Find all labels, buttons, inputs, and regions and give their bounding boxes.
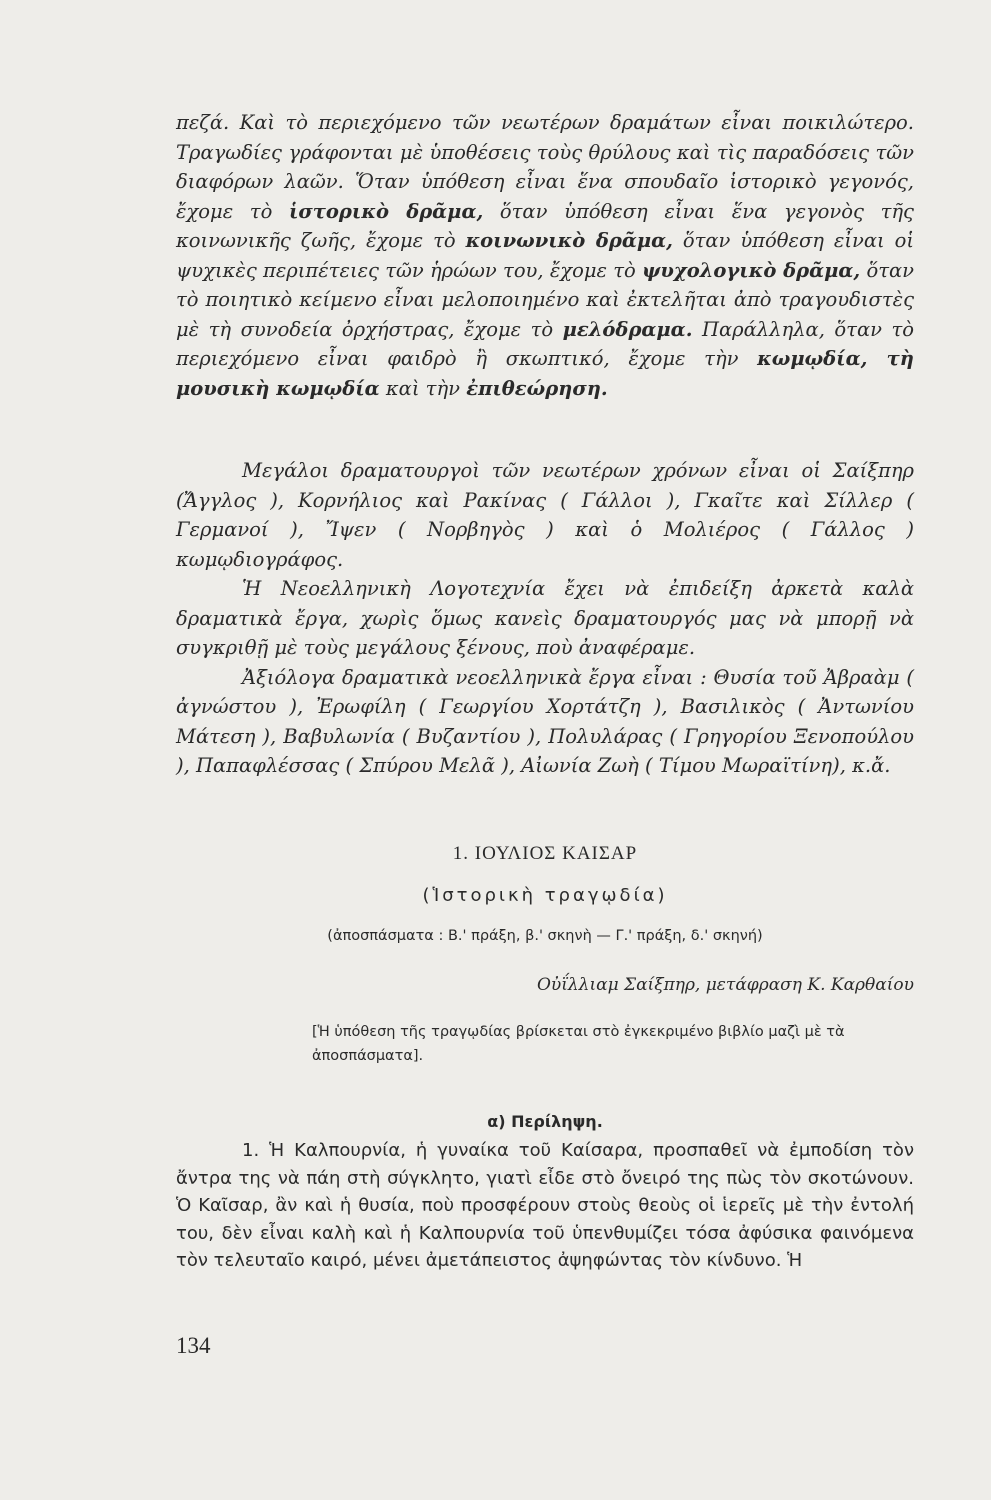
- term-psychological-drama: ψυχολογικὸ δρᾶμα,: [642, 258, 861, 282]
- summary-paragraph: [176, 1137, 914, 1275]
- summary-heading: α) Περίληψη.: [487, 1112, 603, 1131]
- term-social-drama: κοινωνικὸ δρᾶμα,: [465, 229, 673, 252]
- intro-text-3: ὅταν ὑπόθεση εἶναι οἱ ψυχικὲς περιπέτειες τῶν ἡρώων του, ἔχομε τὸ: [176, 229, 914, 282]
- term-comedy: κωμῳδία, τὴ μουσικὴ κωμῳδία: [176, 347, 914, 400]
- intro-text-2: ὅταν ὑπόθεση εἶναι ἕνα γεγονὸς τῆς κοινωνικῆς ζωῆς, ἔχομε τὸ: [176, 199, 914, 252]
- para-greek-literature: Ἡ Νεοελληνικὴ Λογοτεχνία ἔχει νὰ ἐπιδείξη ἀρκετὰ καλὰ δραματικὰ ἔργα, χωρὶς ὅμως κανεὶς δραματουργός μας νὰ μπορῇ νὰ συγκριθῇ μὲ τοὺς μεγάλους ξένους, ποὺ ἀναφέραμε.: [176, 577, 914, 659]
- author-line: Οὐΐλλιαμ Σαίξπηρ, μετάφραση Κ. Καρθαίου: [536, 975, 914, 995]
- summary-text: 1. Ἡ Καλπουρνία, ἡ γυναίκα τοῦ Καίσαρα, προσπαθεῖ νὰ ἐμποδίση τὸν ἄντρα της νὰ πάη στὴ σύγκλητο, γιατὶ εἶδε στὸ ὄνειρό της πὼς τὸν σκοτώνουν. Ὁ Καῖσαρ, ἂν καὶ ἡ θυσία, ποὺ προσφέρουν στοὺς θεοὺς οἱ ἱερεῖς μὲ τὴν ἐντολή του, δὲν εἶναι καλὴ καὶ ἡ Καλπουρνία τοῦ ὑπενθυμίζει τόσα ἀφύσικα φαινόμενα τὸν τελευταῖο καιρό, μένει ἀμετάπειστος ἀψηφώντας τὸν κίνδυνο. Ἡ: [176, 1140, 914, 1272]
- para-greek-works: Ἀξιόλογα δραματικὰ νεοελληνικὰ ἔργα εἶναι : Θυσία τοῦ Ἀβραὰμ ( ἀγνώστου ), Ἐρωφίλη ( Γεωργίου Χορτάτζη ), Βασιλικὸς ( Ἀντωνίου Μάτεση ), Βαβυλωνία ( Βυζαντίου ), Πολυλάρας ( Γρηγορίου Ξενοπούλου ), Παπαφλέσσας ( Σπύρου Μελᾶ ), Αἰωνία Ζωὴ ( Τίμου Μωραϊτίνη), κ.ἄ.: [176, 665, 914, 777]
- intro-paragraph: [176, 108, 914, 403]
- page-number: 134: [176, 1333, 211, 1358]
- term-historical-drama: ἱστορικὸ δρᾶμα,: [288, 199, 484, 223]
- intro-text-1: πεζά. Καὶ τὸ περιεχόμενο τῶν νεωτέρων δραμάτων εἶναι ποικιλώτερο. Τραγωδίες γράφονται μὲ ὑποθέσεις τοὺς θρύλους καὶ τὶς παραδόσεις τῶν διαφόρων λαῶν. Ὅταν ὑπόθεση εἶναι ἕνα σπουδαῖο ἱστορικὸ γεγονός, ἔχομε τὸ: [176, 111, 914, 223]
- term-revue: ἐπιθεώρηση.: [466, 376, 608, 400]
- editor-note: [Ἡ ὑπόθεση τῆς τραγῳδίας βρίσκεται στὸ ἐγκεκριμένο βιβλίο μαζὶ μὲ τὰ ἀποσπάσματα].: [312, 1024, 845, 1064]
- intro-text-6: καὶ τὴν: [379, 376, 467, 400]
- intro-text-4: ὅταν τὸ ποιητικὸ κείμενο εἶναι μελοποιημένο καὶ ἐκτελῆται ἀπὸ τραγουδιστὲς μὲ τὴ συνοδεία ὀρχήστρας, ἔχομε τὸ: [176, 258, 915, 341]
- para-dramatists: Μεγάλοι δραματουργοὶ τῶν νεωτέρων χρόνων εἶναι οἱ Σαίξπηρ (Ἄγγλος ), Κορνήλιος καὶ Ρακίνας ( Γάλλοι ), Γκαῖτε καὶ Σίλλερ ( Γερμανοί ), Ἴψεν ( Νορβηγὸς ) καὶ ὁ Μολιέρος ( Γάλλος ) κωμῳδιογράφος.: [176, 459, 914, 571]
- term-melodrama: μελόδραμα.: [562, 317, 693, 341]
- intro-text-5: Παράλληλα, ὅταν τὸ περιεχόμενο εἶναι φαιδρὸ ἢ σκωπτικό, ἔχομε τὴν: [176, 317, 914, 370]
- dramatists-paragraph: [176, 456, 914, 781]
- section-title: 1. ΙΟΥΛΙΟΣ ΚΑΙΣΑΡ: [452, 843, 638, 864]
- section-subtitle: (Ἱστορικὴ τραγῳδία): [422, 885, 668, 906]
- section-extracts: (ἀποσπάσματα : Β.' πράξη, β.' σκηνὴ — Γ.' πράξη, δ.' σκηνή): [327, 928, 763, 944]
